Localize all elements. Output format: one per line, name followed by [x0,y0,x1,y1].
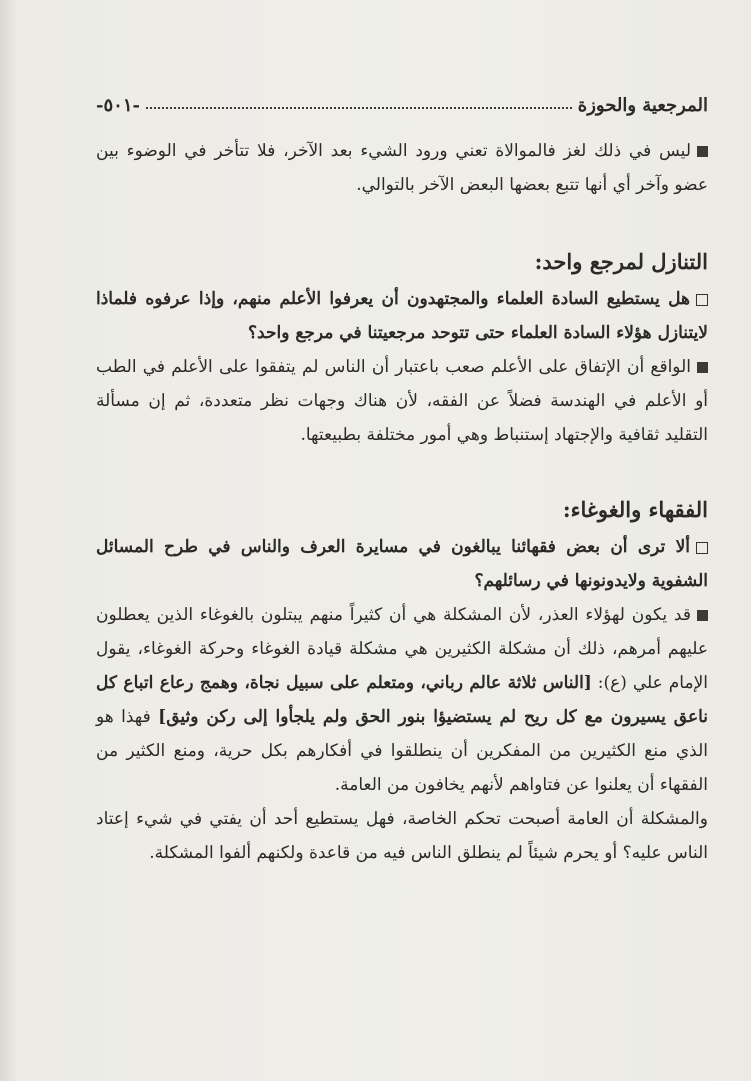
answer-square-icon [697,610,708,621]
header-dotted-leader [146,107,572,109]
section-heading-tanazul: التنازل لمرجع واحد: [534,249,708,274]
paragraph-amma-khassa: والمشكلة أن العامة أصبحت تحكم الخاصة، فهل يستطيع أحد أن يفتي في شيء إعتاد الناس عليه؟ أو يحرم شيئاً لم ينطلق الناس فيه من قاعدة ولكنهم ألفوا المشكلة. [96,809,708,863]
paragraph-muwalat: ليس في ذلك لغز فالموالاة تعني ورود الشيء بعد الآخر، فلا تتأخر في الوضوء بين عضو وآخر أي أنها تتبع بعضها البعض الآخر بالتوالي. [96,141,708,195]
answer-tanazul: الواقع أن الإتفاق على الأعلم صعب باعتبار أن الناس لم يتفقوا على الأعلم في الطب أو الأعلم في الهندسة فضلاً عن الفقه، لأن هناك وجهات نظر متعددة، ثم إن مسألة التقليد ثقافية والإجتهاد إستنباط وهي أمور مختلفة بطبيعتها. [96,357,708,445]
answer-fuqaha: قد يكون لهؤلاء العذر، لأن المشكلة هي أن كثيراً منهم يبتلون بالغوغاء الذين يعطلون عليهم أمرهم، ذلك أن مشكلة الكثيرين هي مشكلة قيادة الغوغاء وحركة الغوغاء، يقول الإمام علي (ع): [الناس ثلاثة عالم رباني، ومتعلم على سبيل نجاة، وهمج رعاع اتباع كل ناعق يسيرون مع كل ريح لم يستضيؤا بنور الحق ولم يلجأوا إلى ركن وثيق] فهذا هو الذي منع الكثيرين من المفكرين أن ينطلقوا في أفكارهم بكل حرية، ومنع الكثير من الفقهاء أن يعلنوا عن فتاواهم لأنهم يخافون من العامة. [96,605,709,795]
question-box-icon [696,294,708,306]
answer-square-icon [697,146,708,157]
answer-square-icon [697,362,708,373]
question-fuqaha: ألا ترى أن بعض فقهائنا يبالغون في مسايرة العرف والناس في طرح المسائل الشفوية ولايدونونها في رسائلهم؟ [96,537,708,591]
imam-ali-quote: [الناس ثلاثة عالم رباني، ومتعلم على سبيل نجاة، وهمج رعاع اتباع كل ناعق يسيرون مع كل ريح لم يستضيؤا بنور الحق ولم يلجأوا إلى ركن وثيق] [96,673,709,727]
page-number: -٥٠١- [96,95,140,116]
page-content [96,86,708,870]
running-title: المرجعية والحوزة [577,95,708,116]
question-box-icon [696,542,708,554]
section-heading-fuqaha: الفقهاء والغوغاء: [562,497,708,522]
question-tanazul: هل يستطيع السادة العلماء والمجتهدون أن يعرفوا الأعلم منهم، وإذا عرفوه فلماذا لايتنازل هؤلاء السادة العلماء حتى تتوحد مرجعيتنا في مرجع واحد؟ [96,289,708,343]
running-header [96,86,708,116]
